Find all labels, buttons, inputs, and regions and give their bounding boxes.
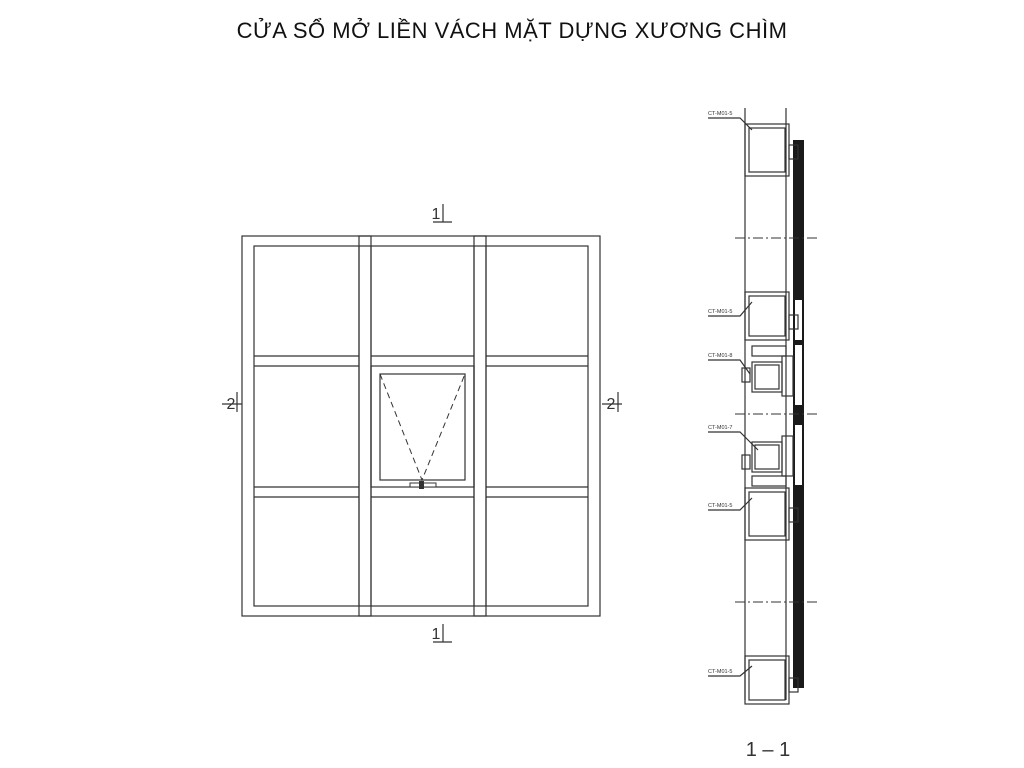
svg-text:1: 1 [431,626,441,643]
profile-5 [745,488,798,540]
svg-text:2: 2 [606,396,616,413]
section-marker-right [602,392,622,413]
callout-6: CT-M01-5 [708,669,733,675]
callout-1: CT-M01-5 [708,111,733,117]
callout-5: CT-M01-5 [708,503,733,509]
drawing-title: CỬA SỔ MỞ LIỀN VÁCH MẶT DỰNG XƯƠNG CHÌM [236,18,788,43]
callout-3: CT-M01-8 [708,353,733,359]
profile-1 [745,124,798,176]
opening-sash [371,366,474,489]
section-view [708,108,820,761]
section-caption: 1 – 1 [745,739,791,761]
profile-2 [745,292,798,340]
mullion-left [359,236,371,616]
profile-3-sash-top [742,346,793,396]
window-elevation [222,204,622,643]
outer-frame-inner [254,246,588,606]
outer-frame [242,236,600,616]
callout-4: CT-M01-7 [708,425,733,431]
profile-4-sash-bottom [742,436,793,486]
profile-6 [745,656,798,704]
section-marker-top [432,204,452,223]
mullion-right [474,236,486,616]
callout-2: CT-M01-5 [708,309,733,315]
svg-text:1: 1 [431,206,441,223]
section-marker-bottom [432,624,452,643]
svg-text:2: 2 [226,396,236,413]
section-marker-left [222,392,242,413]
